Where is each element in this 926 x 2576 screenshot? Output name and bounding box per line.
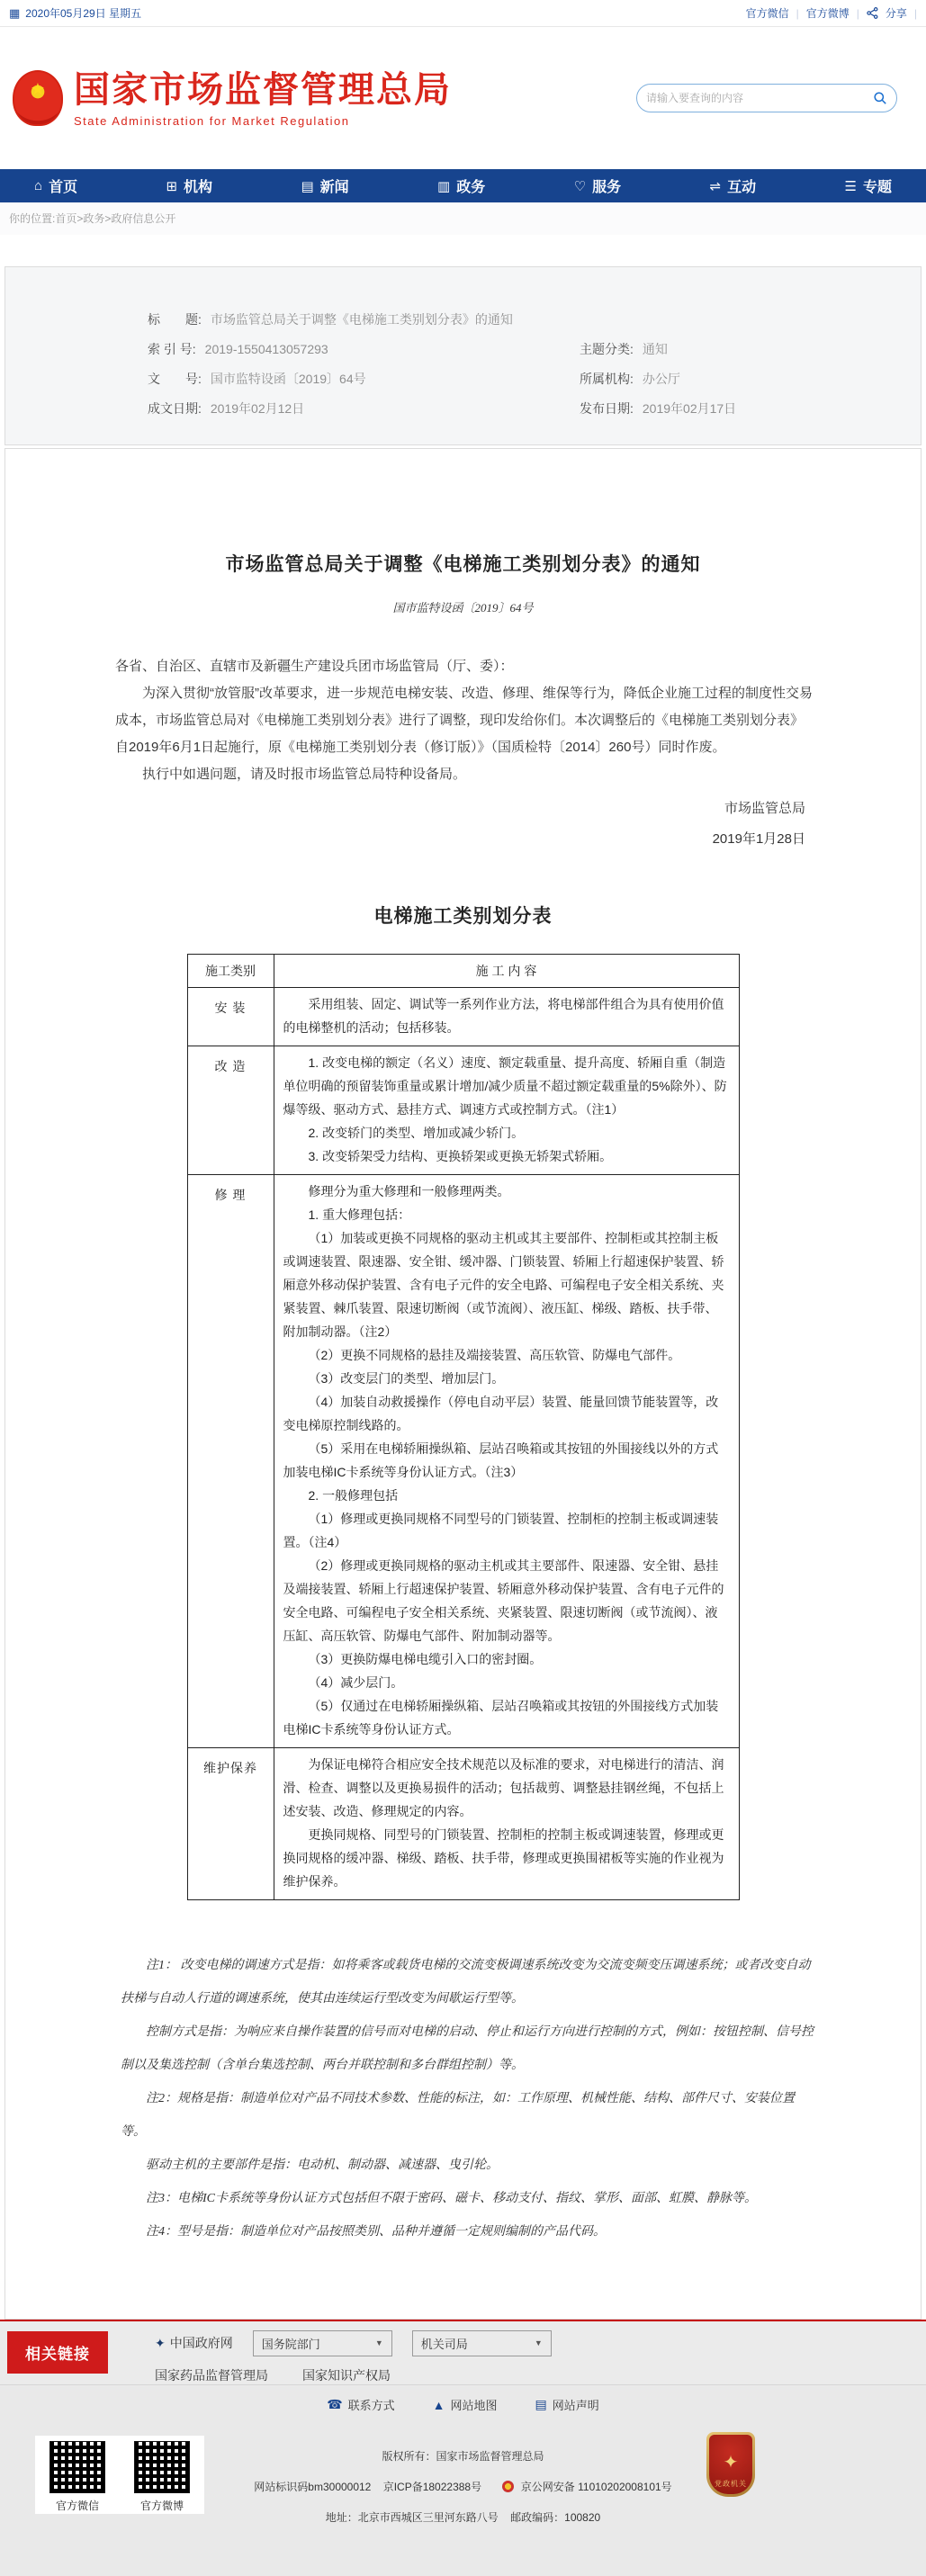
- paragraph: 为深入贯彻“放管服”改革要求，进一步规范电梯安装、改造、修理、维保等行为，降低企业施工过程的制度性交易成本，市场监管总局对《电梯施工类别划分表》进行了调整，现印发给你们。本次调整后的《电梯施工类别划分表》自2019年6月1日起施行，原《电梯施工类别划分表（修订版）》（国质检特〔2014〕260号）同时作废。: [115, 686, 813, 755]
- party-gov-agency-badge: [706, 2432, 755, 2497]
- paragraph: 1. 改变电梯的额定（名义）速度、额定载重量、提升高度、轿厢自重（制造单位明确的预留装饰重量或累计增加/减少质量不超过额定载重量的5%除外）、防爆等级、驱动方式、悬挂方式、调速方式或控制方式。（注1）: [283, 1055, 727, 1117]
- divider: |: [796, 6, 799, 20]
- meta-title-value: 市场监管总局关于调整《电梯施工类别划分表》的通知: [210, 312, 513, 327]
- chevron-down-icon: ▼: [534, 2338, 543, 2347]
- article-title: 市场监管总局关于调整《电梯施工类别划分表》的通知: [225, 554, 701, 575]
- row-category: 安 装: [187, 988, 274, 1046]
- related-link-nmpa[interactable]: 国家药品监督管理局: [155, 2368, 268, 2383]
- table-header-row: [187, 955, 739, 988]
- contact-link[interactable]: [327, 2396, 394, 2413]
- paragraph: 注3：电梯IC卡系统等身份认证方式包括但不限于密码、磁卡、移动支付、指纹、掌形、面部、虹膜、静脉等。: [146, 2192, 757, 2205]
- search-box[interactable]: [636, 84, 897, 112]
- gov-affairs-icon: ▥: [437, 178, 451, 194]
- paragraph: （3）更换防爆电梯电缆引入口的密封圈。: [308, 1652, 543, 1666]
- meta-category-value: 通知: [642, 342, 668, 356]
- agency-bureaus-dropdown[interactable]: [412, 2330, 552, 2356]
- paragraph: （1）修理或更换同规格不同型号的门锁装置、控制柜的控制主板或调速装置。（注4）: [283, 1512, 719, 1549]
- paragraph: 3. 改变轿架受力结构、更换轿架或更换无轿架式轿厢。: [308, 1149, 613, 1163]
- police-badge-icon: [502, 2481, 514, 2492]
- wechat-qr-label: 官方微信: [55, 2500, 99, 2512]
- paragraph: 控制方式是指：为响应来自操作装置的信号而对电梯的启动、停止和运行方向进行控制的方式，例如：按钮控制、信号控制以及集选控制（含单台集选控制、两台并联控制和多台群组控制）等。: [121, 2025, 814, 2072]
- meta-docno-label: 文 号:: [148, 372, 202, 386]
- main-navigation: [0, 169, 926, 202]
- meta-publish-date-value: 2019年02月17日: [642, 401, 737, 416]
- paragraph: 驱动主机的主要部件是指：电动机、制动器、减速器、曳引轮。: [146, 2159, 499, 2172]
- paragraph: 更换同规格、同型号的门锁装置、控制柜的控制主板或调速装置，修理或更换同规格的缓冲器、梯级、踏板、扶手带，修理或更换围裙板等实施的作业视为维护保养。: [283, 1827, 724, 1889]
- nav-item-organization[interactable]: [166, 175, 212, 196]
- divider: |: [856, 6, 859, 20]
- nav-label: 互动: [727, 180, 757, 195]
- nav-item-news[interactable]: [301, 175, 348, 196]
- paragraph: （3）改变层门的类型、增加层门。: [308, 1371, 505, 1386]
- sitemap-link[interactable]: [433, 2396, 498, 2413]
- interaction-icon: ⇌: [709, 178, 722, 194]
- weibo-qr-label: 官方微博: [139, 2500, 184, 2512]
- meta-publish-date-label: 发布日期:: [580, 401, 634, 416]
- article-body: [115, 653, 813, 788]
- paragraph: 采用组装、固定、调试等一系列作业方法，将电梯部件组合为具有使用价值的电梯整机的活动；包括移装。: [283, 997, 724, 1035]
- nav-item-service[interactable]: [574, 175, 621, 196]
- phone-icon: ☎: [327, 2397, 343, 2411]
- map-icon: ▲: [432, 2397, 445, 2412]
- service-icon: ♡: [573, 178, 587, 194]
- weibo-link[interactable]: 官方微博: [805, 7, 850, 20]
- nav-label: 政务: [456, 180, 486, 195]
- paragraph: 注4：型号是指：制造单位对产品按照类别、品种并遵循一定规则编制的产品代码。: [146, 2225, 606, 2239]
- top-utility-bar: [0, 0, 926, 27]
- address-line: 地址：北京市西城区三里河东路八号: [325, 2511, 499, 2524]
- meta-category-label: 主题分类:: [580, 342, 634, 356]
- meta-title-label: 标 题:: [148, 312, 202, 327]
- nav-item-gov-affairs[interactable]: [437, 175, 485, 196]
- row-category: 维护保养: [187, 1748, 274, 1900]
- row-category: 改 造: [187, 1046, 274, 1175]
- table-row: [187, 1046, 739, 1175]
- search-icon[interactable]: [873, 91, 887, 105]
- site-title-cn: 国家市场监督管理总局: [74, 69, 452, 110]
- statement-link[interactable]: [535, 2396, 599, 2413]
- related-links-section: [0, 2321, 926, 2384]
- calendar-icon: ▦: [9, 5, 21, 20]
- paragraph: （5）采用在电梯轿厢操纵箱、层站召唤箱或其按钮的外围接线以外的方式加装电梯IC卡系统等身份认证方式。（注3）: [283, 1441, 719, 1479]
- paragraph: 修理分为重大修理和一般修理两类。: [308, 1184, 510, 1198]
- search-input[interactable]: [646, 92, 873, 104]
- row-content: [274, 988, 739, 1046]
- statement-icon: ▤: [535, 2397, 547, 2411]
- article-signer: 市场监管总局: [724, 801, 805, 816]
- paragraph: （4）加装自动救援操作（停电自动平层）装置、能量回馈节能装置等，改变电梯原控制线路的。: [283, 1395, 719, 1432]
- site-header: [0, 27, 926, 169]
- article-paragraphs: [115, 680, 813, 788]
- emblem-star-icon: ★: [30, 80, 46, 98]
- gov-site-label: 中国政府网: [169, 2336, 233, 2350]
- site-footer: [0, 2384, 926, 2576]
- nav-label: 新闻: [319, 180, 349, 195]
- nav-label: 服务: [592, 180, 622, 195]
- paragraph: 执行中如遇问题，请及时报市场监管总局特种设备局。: [142, 767, 467, 782]
- chevron-down-icon: ▼: [374, 2338, 383, 2347]
- paragraph: 注2：规格是指：制造单位对产品不同技术参数、性能的标注，如：工作原理、机械性能、结构、部件尺寸、安装位置等。: [121, 2092, 795, 2139]
- paragraph: （5）仅通过在电梯轿厢操纵箱、层站召唤箱或其按钮的外围接线方式加装电梯IC卡系统等身份认证方式。: [283, 1699, 719, 1737]
- icp-number: 京ICP备18022388号: [382, 2481, 482, 2493]
- divider: |: [913, 6, 917, 20]
- row-content: [274, 1175, 739, 1748]
- col-header-category: 施工类别: [187, 955, 274, 988]
- paragraph: （1）加装或更换不同规格的驱动主机或其主要部件、控制柜或其控制主板或调速装置、限速器、安全钳、缓冲器、门锁装置、轿厢上行超速保护装置、轿厢意外移动保护装置、含有电子元件的安全电路、可编程电子安全相关系统、夹紧装置、棘爪装置、限速切断阀（或节流阀）、液压缸、梯级、踏板、扶手带、附加制动器。（注2）: [283, 1231, 724, 1339]
- sitemap-label: 网站地图: [450, 2399, 498, 2412]
- table-row: [187, 1175, 739, 1748]
- meta-org-value: 办公厅: [642, 372, 680, 386]
- document-metadata-box: [4, 266, 922, 445]
- meta-written-date-value: 2019年02月12日: [210, 401, 305, 416]
- site-id: 网站标识码bm30000012: [254, 2481, 372, 2493]
- nav-label: 机构: [184, 180, 213, 195]
- police-registration-number: 京公网安备 11010202008101号: [520, 2481, 672, 2493]
- dropdown-label: 国务院部门: [261, 2337, 320, 2351]
- organization-icon: ⊞: [166, 178, 178, 194]
- meta-written-date-label: 成文日期:: [148, 401, 202, 416]
- row-category: 修 理: [187, 1175, 274, 1748]
- contact-label: 联系方式: [347, 2399, 395, 2412]
- topics-icon: ☰: [844, 178, 857, 194]
- share-link[interactable]: 分享: [885, 7, 907, 20]
- paragraph: （2）更换不同规格的悬挂及端接装置、高压软管、防爆电气部件。: [308, 1348, 681, 1362]
- copyright-line: 版权所有：国家市场监督管理总局: [382, 2450, 544, 2463]
- table-row: [187, 1748, 739, 1900]
- statement-label: 网站声明: [552, 2399, 599, 2412]
- nav-item-home[interactable]: [34, 175, 77, 196]
- paragraph: 注1： 改变电梯的调速方式是指：如将乘客或载货电梯的交流变极调速系统改变为交流变频变压调速系统；或者改变自动扶梯与自动人行道的调速系统，使其由连续运行型改变为间歇运行型等。: [121, 1959, 811, 2006]
- row-content: [274, 1046, 739, 1175]
- footnotes: [121, 1949, 814, 2248]
- current-date: 2020年05月29日 星期五: [25, 7, 142, 20]
- paragraph: 2. 一般修理包括: [308, 1488, 399, 1503]
- nav-label: 专题: [862, 180, 892, 195]
- state-council-departments-dropdown[interactable]: [253, 2330, 392, 2356]
- breadcrumb: 你的位置:首页>政务>政府信息公开: [0, 202, 926, 235]
- article-salutation: 各省、自治区、直辖市及新疆生产建设兵团市场监管局（厅、委）：: [115, 659, 514, 674]
- share-icon[interactable]: [867, 7, 878, 19]
- news-icon: ▤: [301, 178, 314, 194]
- article-sign-date: 2019年1月28日: [712, 831, 805, 847]
- related-link-cnipa[interactable]: 国家知识产权局: [302, 2368, 391, 2383]
- article-doc-number: 国市监特设函〔2019〕64号: [392, 601, 534, 615]
- gov-emblem-icon: ✦: [155, 2335, 166, 2350]
- wechat-link[interactable]: 官方微信: [745, 7, 789, 20]
- badge-emblem-icon: ✦: [723, 2453, 739, 2473]
- meta-org-label: 所属机构:: [580, 372, 634, 386]
- nav-item-topics[interactable]: [844, 175, 891, 196]
- paragraph: 为保证电梯符合相应安全技术规范以及标准的要求，对电梯进行的清洁、润滑、检查、调整以及更换易损件的活动；包括裁剪、调整悬挂钢丝绳，不包括上述安装、改造、修理规定的内容。: [283, 1757, 724, 1818]
- table-title: 电梯施工类别划分表: [373, 906, 553, 927]
- meta-docno-value: 国市监特设函〔2019〕64号: [210, 372, 366, 386]
- construction-category-table: [187, 954, 740, 1900]
- paragraph: 1. 重大修理包括：: [308, 1207, 411, 1222]
- related-links-badge: 相关链接: [7, 2331, 108, 2374]
- home-icon: ⌂: [34, 178, 43, 193]
- gov-site-link[interactable]: [155, 2334, 233, 2352]
- meta-index-label: 索 引 号:: [148, 342, 196, 356]
- col-header-content: 施 工 内 容: [274, 955, 739, 988]
- paragraph: （2）修理或更换同规格的驱动主机或其主要部件、限速器、安全钳、悬挂及端接装置、轿厢上行超速保护装置、轿厢意外移动保护装置、含有电子元件的安全电路、可编程电子安全相关系统、夹紧装置、限速切断阀（或节流阀）、液压缸、高压软管、防爆电气部件、附加制动器等。: [283, 1558, 724, 1643]
- nav-item-interaction[interactable]: [710, 175, 757, 196]
- postcode: 邮政编码：100820: [510, 2511, 601, 2524]
- site-title-en: State Administration for Market Regulation: [74, 113, 350, 128]
- table-row: [187, 988, 739, 1046]
- national-emblem-logo: [13, 70, 63, 126]
- badge-text: 党政机关: [715, 2480, 747, 2488]
- document-content: [4, 448, 922, 2320]
- meta-index-value: 2019-1550413057293: [204, 342, 328, 356]
- row-content: [274, 1748, 739, 1900]
- paragraph: 2. 改变轿门的类型、增加或减少轿门。: [308, 1126, 525, 1140]
- dropdown-label: 机关司局: [420, 2337, 468, 2351]
- nav-label: 首页: [49, 180, 78, 195]
- paragraph: （4）减少层门。: [308, 1675, 404, 1690]
